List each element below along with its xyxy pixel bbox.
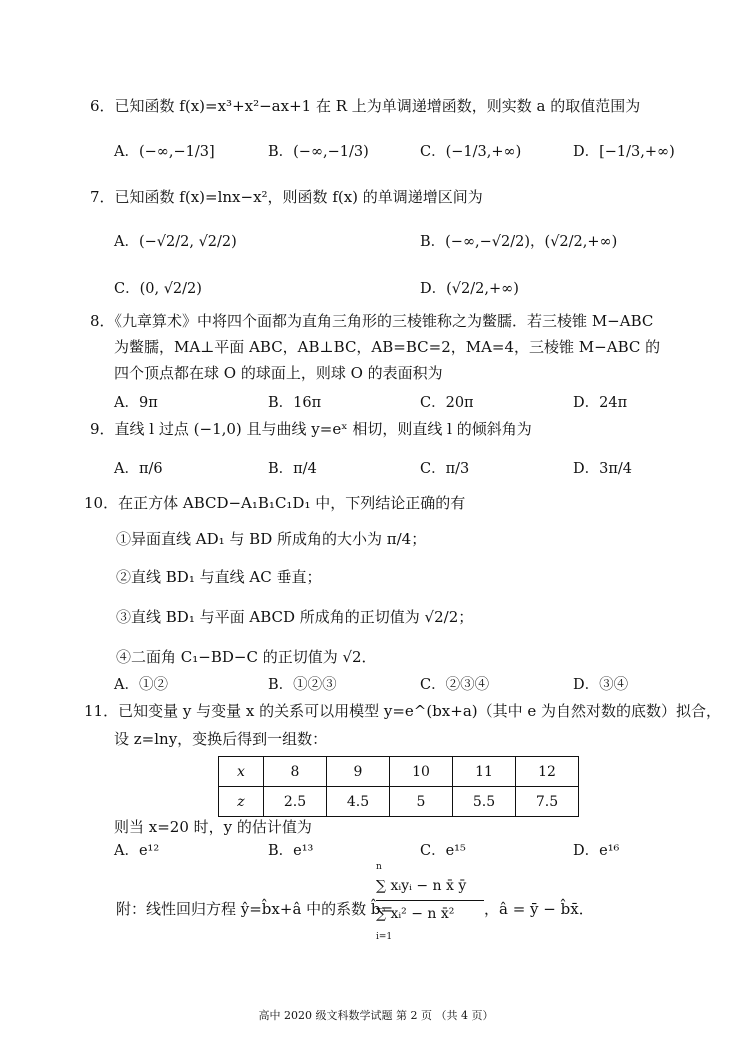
question-11-option-b: B．e¹³ <box>268 843 314 859</box>
question-7-option-a: A．(−√2/2, √2/2) <box>114 234 237 250</box>
question-9-option-d: D．3π/4 <box>573 461 632 477</box>
question-6-option-d: D．[−1/3,+∞) <box>573 144 675 160</box>
question-9-option-a: A．π/6 <box>114 461 163 477</box>
question-10-option-a: A．①② <box>114 677 168 693</box>
question-7-option-b: B．(−∞,−√2/2)，(√2/2,+∞) <box>420 234 618 250</box>
fraction-bar <box>376 900 484 901</box>
question-10-option-c: C．②③④ <box>420 677 490 693</box>
question-8-option-b: B．16π <box>268 395 322 411</box>
data-table <box>218 756 579 817</box>
question-11-option-d: D．e¹⁶ <box>573 843 620 859</box>
question-8-line-1: 8．《九章算术》中将四个面都为直角三角形的三棱锥称之为鳖臑．若三棱锥 M−ABC <box>90 312 654 330</box>
numerator-sum-top: n <box>376 862 382 872</box>
question-10-statement-4: ④二面角 C₁−BD−C 的正切值为 √2． <box>116 648 377 666</box>
table-cell: 9 <box>327 757 390 787</box>
regression-note-suffix: ，â = ȳ − b̂x̄． <box>484 900 594 918</box>
question-11-line-2: 设 z=lny，变换后得到一组数： <box>114 730 328 748</box>
question-6-option-b: B．(−∞,−1/3) <box>268 144 369 160</box>
table-cell: x <box>219 757 264 787</box>
question-10-stem: 10．在正方体 ABCD−A₁B₁C₁D₁ 中，下列结论正确的有 <box>84 494 466 512</box>
table-cell: 7.5 <box>516 787 579 817</box>
question-9-stem: 9．直线 l 过点 (−1,0) 且与曲线 y=eˣ 相切，则直线 l 的倾斜角为 <box>90 420 532 438</box>
question-10-option-d: D．③④ <box>573 677 629 693</box>
table-cell: 8 <box>264 757 327 787</box>
page-footer: 高中 2020 级文科数学试题 第 2 页 （共 4 页） <box>258 1009 494 1022</box>
table-cell: z <box>219 787 264 817</box>
table-cell: 12 <box>516 757 579 787</box>
table-cell: 4.5 <box>327 787 390 817</box>
question-10-statement-2: ②直线 BD₁ 与直线 AC 垂直； <box>116 568 322 586</box>
question-6-option-a: A．(−∞,−1/3] <box>114 144 215 160</box>
table-cell: 11 <box>453 757 516 787</box>
question-9-option-c: C．π/3 <box>420 461 470 477</box>
table-cell: 5 <box>390 787 453 817</box>
table-row <box>219 787 579 817</box>
question-8-option-c: C．20π <box>420 395 474 411</box>
table-cell: 5.5 <box>453 787 516 817</box>
question-10-option-b: B．①②③ <box>268 677 337 693</box>
question-10-statement-1: ①异面直线 AD₁ 与 BD 所成角的大小为 π/4； <box>116 530 427 548</box>
regression-note-prefix: 附：线性回归方程 ŷ=b̂x+â 中的系数 b̂= <box>116 900 394 918</box>
denominator-sum-bottom: i=1 <box>376 932 393 942</box>
question-7-stem: 7．已知函数 f(x)=lnx−x²，则函数 f(x) 的单调递增区间为 <box>90 188 483 206</box>
question-9-option-b: B．π/4 <box>268 461 317 477</box>
question-11-option-a: A．e¹² <box>114 843 160 859</box>
question-8-line-3: 四个顶点都在球 O 的球面上，则球 O 的表面积为 <box>114 364 443 382</box>
question-10-statement-3: ③直线 BD₁ 与平面 ABCD 所成角的正切值为 √2/2； <box>116 608 474 626</box>
question-8-option-a: A．9π <box>114 395 158 411</box>
fraction-numerator: ∑ xᵢyᵢ − n x̄ ȳ <box>376 878 467 894</box>
question-11-line-1: 11．已知变量 y 与变量 x 的关系可以用模型 y=e^(bx+a)（其中 e 为自然对数的底数）拟合， <box>84 702 722 720</box>
question-8-option-d: D．24π <box>573 395 628 411</box>
table-cell: 2.5 <box>264 787 327 817</box>
table-row <box>219 757 579 787</box>
question-6-option-c: C．(−1/3,+∞) <box>420 144 522 160</box>
question-7-option-c: C．(0, √2/2) <box>114 281 202 297</box>
table-cell: 10 <box>390 757 453 787</box>
question-8-line-2: 为鳖臑，MA⊥平面 ABC，AB⊥BC，AB=BC=2，MA=4，三棱锥 M−ABC 的 <box>114 338 661 356</box>
question-11-option-c: C．e¹⁵ <box>420 843 466 859</box>
fraction-denominator: ∑ xᵢ² − n x̄² <box>376 906 455 922</box>
question-6-stem: 6．已知函数 f(x)=x³+x²−ax+1 在 R 上为单调递增函数，则实数 a 的取值范围为 <box>90 97 641 115</box>
question-11-line-3: 则当 x=20 时，y 的估计值为 <box>114 818 312 836</box>
question-7-option-d: D．(√2/2,+∞) <box>420 281 519 297</box>
